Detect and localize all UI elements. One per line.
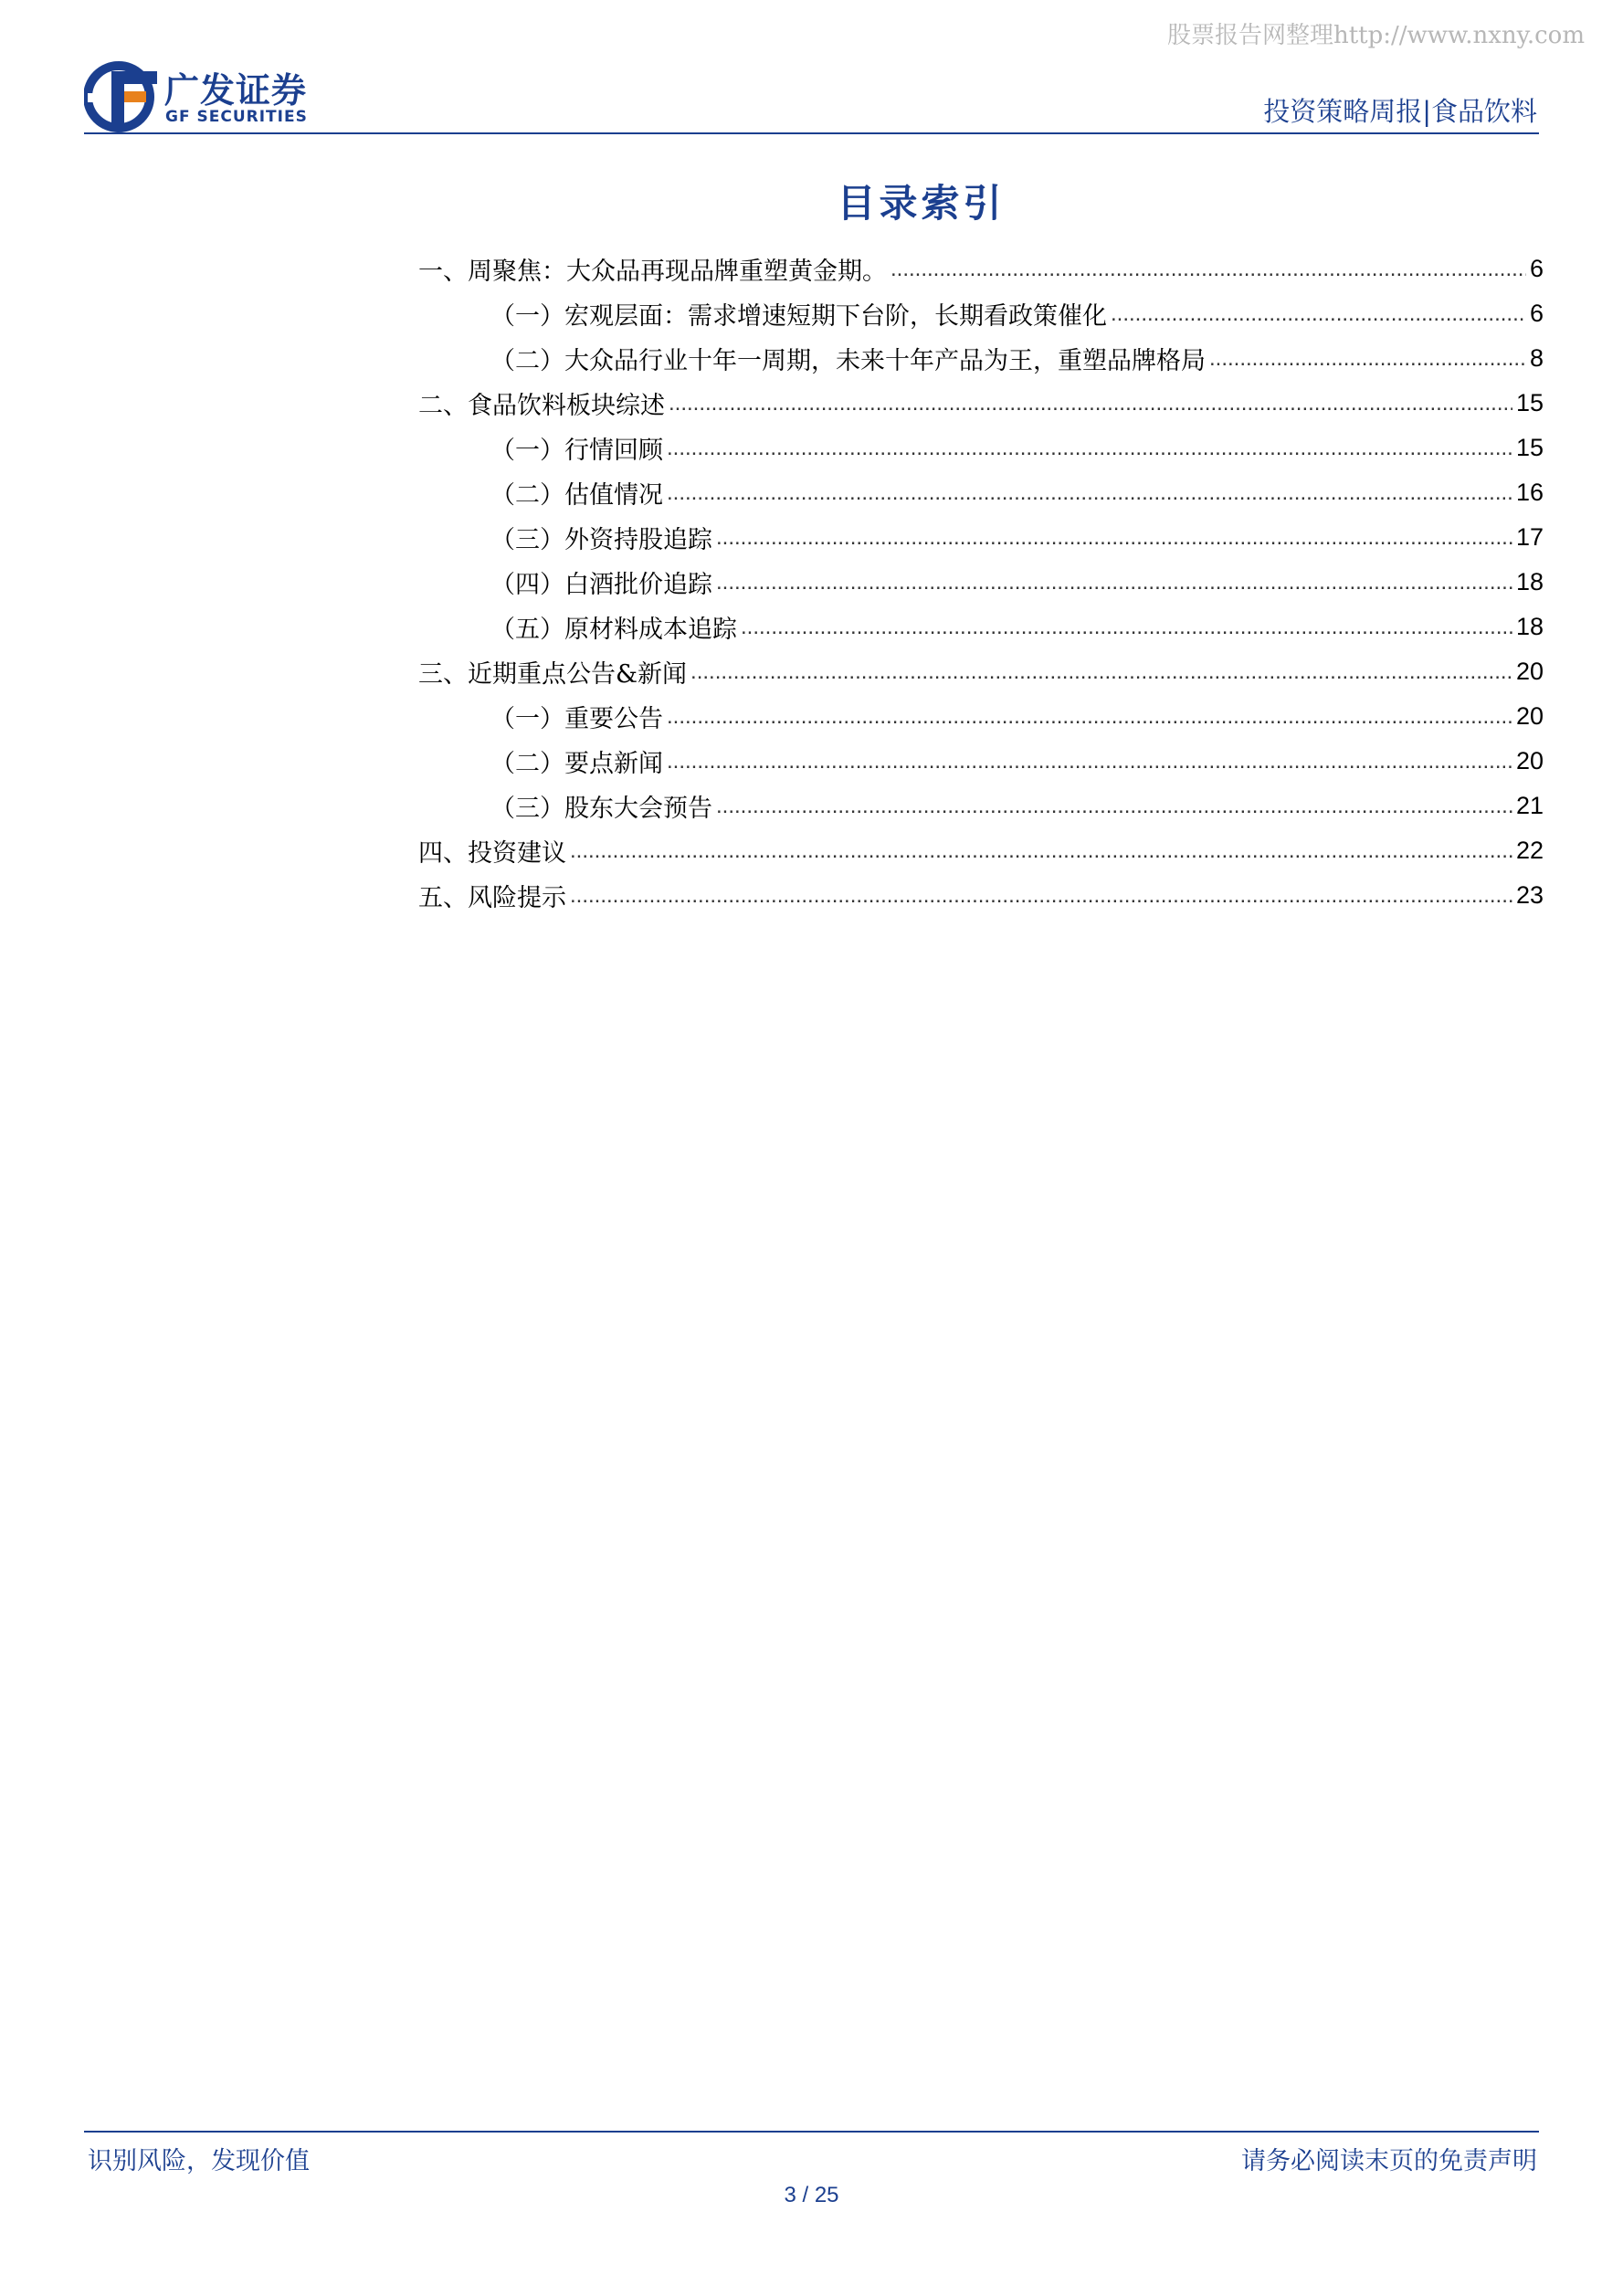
- toc-entry-label: 二、食品饮料板块综述: [418, 392, 665, 420]
- footer-divider: [84, 2131, 1539, 2133]
- toc-entry-page: 23: [1515, 881, 1544, 909]
- table-of-contents: [418, 247, 1544, 918]
- toc-dot-leader: [667, 704, 1512, 730]
- toc-entry[interactable]: [418, 381, 1544, 426]
- toc-dot-leader: [570, 883, 1512, 909]
- toc-dot-leader: [716, 525, 1512, 551]
- toc-entry[interactable]: [418, 739, 1544, 784]
- header-divider: [84, 132, 1539, 134]
- toc-dot-leader: [667, 480, 1512, 506]
- toc-entry-page: 17: [1515, 523, 1544, 551]
- brand-name-en: GF SECURITIES: [165, 108, 308, 126]
- toc-entry-label: （二）估值情况: [490, 481, 663, 510]
- toc-dot-leader: [570, 838, 1512, 864]
- toc-entry[interactable]: [418, 605, 1544, 649]
- toc-entry[interactable]: [418, 649, 1544, 694]
- gf-logo-icon: [84, 60, 161, 133]
- toc-entry[interactable]: [418, 515, 1544, 560]
- toc-dot-leader: [741, 615, 1512, 640]
- toc-entry-label: 四、投资建议: [418, 839, 566, 868]
- toc-dot-leader: [669, 391, 1512, 416]
- toc-entry-label: （一）重要公告: [490, 705, 663, 733]
- toc-entry-page: 20: [1515, 702, 1544, 730]
- page-indicator: 3 / 25: [784, 2183, 839, 2207]
- toc-entry[interactable]: [418, 336, 1544, 381]
- toc-dot-leader: [690, 659, 1512, 685]
- toc-entry-page: 22: [1515, 837, 1544, 864]
- toc-entry-label: （三）外资持股追踪: [490, 526, 712, 554]
- toc-dot-leader: [667, 749, 1512, 774]
- toc-entry[interactable]: [418, 470, 1544, 515]
- toc-entry-label: 五、风险提示: [418, 884, 566, 912]
- toc-entry-page: 20: [1515, 747, 1544, 774]
- toc-entry-page: 18: [1515, 568, 1544, 595]
- report-type: 投资策略周报|食品饮料: [1263, 96, 1537, 127]
- toc-entry[interactable]: [418, 247, 1544, 291]
- toc-dot-leader: [667, 436, 1512, 461]
- footer-disclaimer[interactable]: 请务必阅读末页的免责声明: [1241, 2147, 1537, 2175]
- toc-entry-label: （二）大众品行业十年一周期，未来十年产品为王，重塑品牌格局: [490, 347, 1206, 375]
- toc-entry-page: 8: [1529, 344, 1544, 372]
- watermark: 股票报告网整理http://www.nxny.com: [1166, 22, 1585, 49]
- toc-entry-label: 三、近期重点公告&新闻: [418, 660, 688, 689]
- toc-entry-label: （四）白酒批价追踪: [490, 571, 712, 599]
- toc-entry-label: （五）原材料成本追踪: [490, 616, 737, 644]
- toc-entry-page: 18: [1515, 613, 1544, 640]
- toc-entry-page: 15: [1515, 389, 1544, 416]
- toc-entry-label: 一、周聚焦：大众品再现品牌重塑黄金期。: [418, 258, 887, 286]
- toc-dot-leader: [716, 570, 1512, 595]
- toc-entry[interactable]: [418, 694, 1544, 739]
- toc-dot-leader: [1209, 346, 1526, 372]
- toc-title: 目录索引: [837, 181, 1006, 226]
- toc-entry[interactable]: [418, 784, 1544, 828]
- toc-entry-page: 20: [1515, 658, 1544, 685]
- toc-entry[interactable]: [418, 291, 1544, 336]
- toc-entry-page: 21: [1515, 792, 1544, 819]
- toc-entry[interactable]: [418, 828, 1544, 873]
- toc-entry-label: （一）宏观层面：需求增速短期下台阶，长期看政策催化: [490, 302, 1107, 331]
- toc-entry-page: 16: [1515, 479, 1544, 506]
- toc-entry[interactable]: [418, 560, 1544, 605]
- toc-dot-leader: [1111, 301, 1526, 327]
- footer-slogan: 识别风险，发现价值: [88, 2147, 310, 2175]
- toc-entry-page: 6: [1529, 300, 1544, 327]
- toc-entry-label: （二）要点新闻: [490, 750, 663, 778]
- toc-entry[interactable]: [418, 873, 1544, 918]
- toc-dot-leader: [716, 794, 1512, 819]
- gf-securities-logo: [84, 60, 349, 133]
- toc-entry-label: （一）行情回顾: [490, 437, 663, 465]
- toc-dot-leader: [891, 257, 1526, 282]
- toc-entry-label: （三）股东大会预告: [490, 795, 712, 823]
- toc-entry-page: 15: [1515, 434, 1544, 461]
- brand-name-cn: 广发证券: [164, 70, 308, 111]
- toc-entry-page: 6: [1529, 255, 1544, 282]
- toc-entry[interactable]: [418, 426, 1544, 470]
